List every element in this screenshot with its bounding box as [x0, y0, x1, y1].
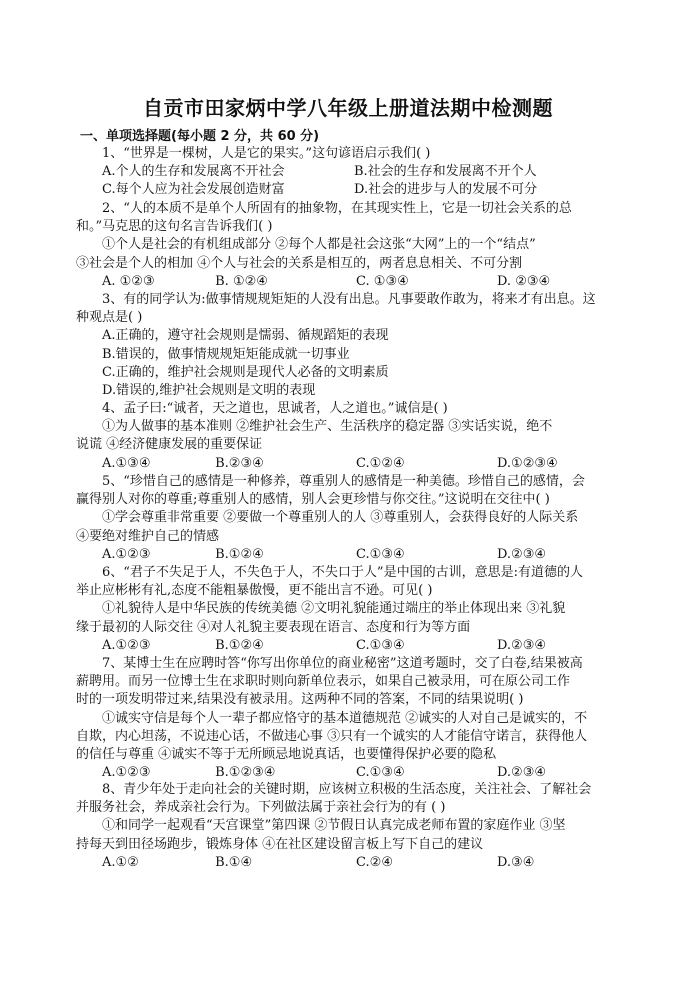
- option-a: A.①②: [102, 854, 139, 870]
- question-8: [76, 781, 622, 872]
- statement-line: ①为人做事的基本准则 ②维护社会生产、生活秩序的稳定器 ③实话实说，绝不: [102, 419, 553, 435]
- option-c: C. ①③④: [356, 273, 409, 289]
- statement-line: 自欺，内心坦荡，不说违心话，不做违心事 ③只有一个诚实的人才能信守诺言，获得他人: [76, 728, 588, 744]
- option-c: C.①③④: [356, 765, 405, 781]
- option-d: D. ②③④: [496, 273, 551, 289]
- option-d: D.社会的进步与人的发展不可分: [354, 182, 538, 198]
- option-row: [76, 455, 622, 473]
- statement-line: ④要绝对维护自己的情感: [76, 528, 220, 544]
- question-stem: 赢得别人对你的尊重;尊重别人的感情，别人会更珍惜与你交往。”这说明在交往中( ): [76, 492, 550, 508]
- statement-line: ①个人是社会的有机组成部分 ②每个人都是社会这张“大网”上的一个“结点”: [102, 237, 536, 253]
- option-d: D.②③④: [496, 637, 547, 653]
- statement-line: 的信任与尊重 ④诚实不等于无所顾忌地说真话，也要懂得保护必要的隐私: [76, 747, 497, 763]
- option-a: A. ①②③: [102, 273, 155, 289]
- option-row: [76, 854, 622, 872]
- option-c: C.①②④: [356, 455, 405, 471]
- option-d: D.错误的,维护社会规则是文明的表现: [102, 383, 316, 399]
- option-b: B.①②③④: [215, 765, 276, 781]
- statement-line: ①学会尊重非常重要 ②要做一个尊重别人的人 ③尊重别人，会获得良好的人际关系: [102, 510, 579, 526]
- statement-line: 缘于最初的人际交往 ④对人礼貌主要表现在语言、态度和行为等方面: [76, 619, 471, 635]
- option-row: [76, 637, 622, 655]
- option-c: C.①③④: [356, 637, 405, 653]
- statement-line: ③社会是个人的相加 ④个人与社会的关系是相互的，两者息息相关、不可分割: [76, 255, 523, 271]
- question-stem: 时的一项发明带过来,结果没有被录用。这两种不同的答案，不同的结果说明( ): [76, 692, 524, 708]
- option-b: B.社会的生存和发展离不开个人: [354, 164, 537, 180]
- statement-line: 持每天到田径场跑步，锻炼身体 ④在社区建设留言板上写下自己的建议: [76, 836, 484, 852]
- option-c: C.正确的，维护社会规则是现代人必备的文明素质: [102, 364, 389, 380]
- option-a: A.①②③: [102, 546, 151, 562]
- option-row: [76, 181, 622, 199]
- question-stem: 薪聘用。而另一位博士生在求职时则向新单位表示，如果自己被录用，可在原公司工作: [76, 674, 571, 690]
- question-stem: 4、孟子曰:“诚者，天之道也，思诚者，人之道也。”诚信是( ): [102, 401, 448, 416]
- option-a: A.个人的生存和发展离不开社会: [102, 164, 285, 180]
- question-stem: 8、青少年处于走向社会的关键时期，应该树立积极的生活态度，关注社会、了解社会: [102, 782, 592, 797]
- question-stem: 5、“珍惜自己的感情是一种修养，尊重别人的感情是一种美德。珍惜自己的感情，会: [102, 474, 585, 489]
- question-stem: 2、“人的本质不是单个人所固有的抽象物，在其现实性上，它是一切社会关系的总: [102, 201, 572, 216]
- statement-line: ①诚实守信是每个人一辈子都应恪守的基本道德规范 ②诚实的人对自己是诚实的，不: [102, 710, 588, 726]
- statement-line: 说谎 ④经济健康发展的重要保证: [76, 437, 263, 453]
- question-4: [76, 400, 622, 473]
- question-3: [76, 291, 622, 400]
- question-1: [76, 145, 622, 200]
- option-b: B. ①②④: [215, 273, 268, 289]
- question-stem: 种观点是( ): [76, 310, 143, 326]
- statement-line: ①礼貌待人是中华民族的传统美德 ②文明礼貌能通过端庄的举止体现出来 ③礼貌: [102, 601, 566, 617]
- option-a: A.正确的，遵守社会规则是懦弱、循规蹈矩的表现: [102, 328, 389, 344]
- option-b: B.②③④: [215, 455, 264, 471]
- question-stem: 3、有的同学认为:做事情规规矩矩的人没有出息。凡事要敢作敢为，将来才有出息。这: [102, 292, 596, 307]
- question-stem: 6、“君子不失足于人，不失色于人，不失口于人”是中国的古训，意思是:有道德的人: [102, 565, 583, 580]
- option-row: [76, 764, 622, 782]
- option-b: B.①④: [215, 854, 253, 870]
- question-5: [76, 473, 622, 564]
- option-a: A.①②③: [102, 637, 151, 653]
- option-b: B.错误的，做事情规规矩矩能成就一切事业: [102, 346, 350, 362]
- option-c: C.①③④: [356, 546, 405, 562]
- option-row: [76, 273, 622, 291]
- option-c: C.每个人应为社会发展创造财富: [102, 182, 285, 198]
- option-c: C.②④: [356, 854, 393, 870]
- section-heading: 一、单项选择题(每小题 2 分，共 60 分): [80, 129, 320, 144]
- question-stem: 1、“世界是一棵树，人是它的果实。”这句谚语启示我们( ): [102, 146, 431, 161]
- option-d: D.③④: [496, 854, 535, 870]
- option-a: A.①②③: [102, 765, 151, 781]
- question-2: [76, 200, 622, 291]
- option-d: D.②③④: [496, 546, 547, 562]
- question-stem: 和。”马克思的这句名言告诉我们( ): [76, 219, 273, 235]
- question-stem: 举止应彬彬有礼,态度不能粗暴傲慢，更不能出言不逊。可见( ): [76, 583, 433, 599]
- option-row: [76, 163, 622, 181]
- question-7: [76, 655, 622, 782]
- question-stem: 7、某博士生在应聘时答“你写出你单位的商业秘密”这道考题时，交了白卷,结果被高: [102, 656, 583, 671]
- exam-title: 自贡市田家炳中学八年级上册道法期中检测题: [143, 96, 553, 120]
- option-a: A.①③④: [102, 455, 151, 471]
- option-b: B.①②④: [215, 637, 264, 653]
- question-6: [76, 564, 622, 655]
- option-row: [76, 546, 622, 564]
- statement-line: ①和同学一起观看“天宫课堂”第四课 ②节假日认真完成老师布置的家庭作业 ③坚: [102, 818, 566, 834]
- option-b: B.①②④: [215, 546, 264, 562]
- question-stem: 并服务社会，养成亲社会行为。下列做法属于亲社会行为的有 ( ): [76, 800, 446, 816]
- option-d: D.①②③④: [496, 455, 558, 471]
- option-d: D.②③④: [496, 765, 547, 781]
